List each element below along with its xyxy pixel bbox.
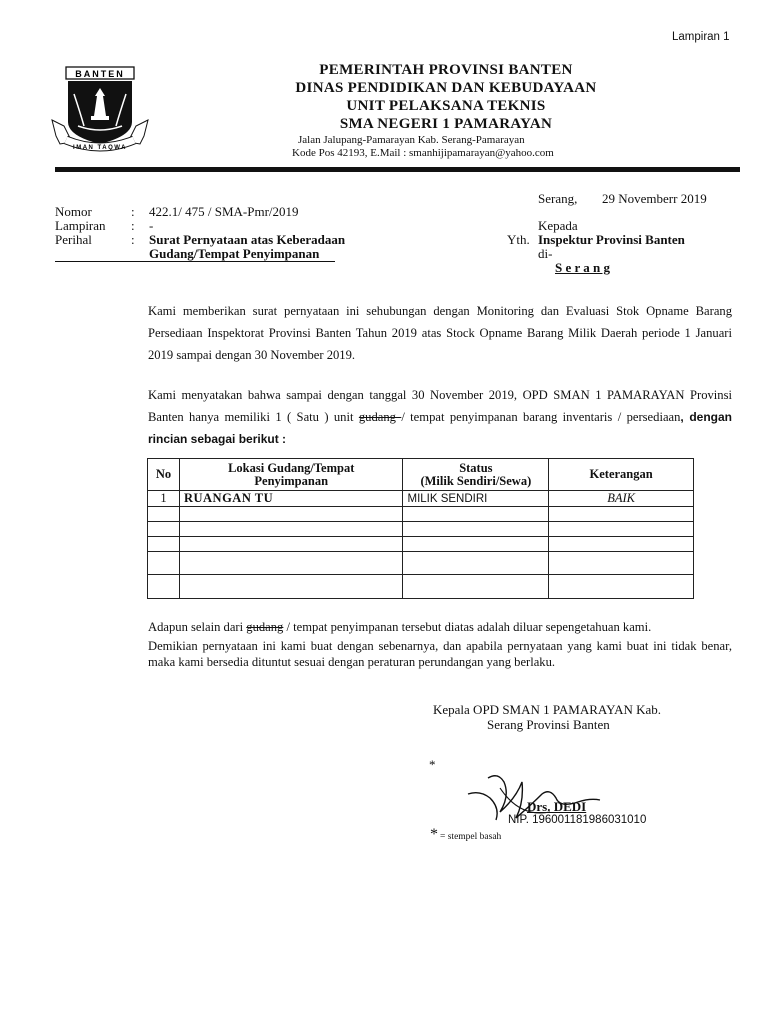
- perihal-line2: Gudang/Tempat Penyimpanan: [149, 246, 320, 261]
- table-row: [148, 491, 694, 507]
- perihal-underline: [55, 261, 335, 262]
- note-star: *: [430, 826, 438, 843]
- stamp-note: = stempel basah: [440, 832, 502, 842]
- cell-no: 1: [148, 491, 180, 507]
- header-keterangan: Keterangan: [549, 459, 694, 491]
- body-paragraph-1: Kami memberikan surat pernyataan ini sehubungan dengan Monitoring dan Evaluasi Stok Opname Barang Persediaan Inspektorat Provinsi Banten Tahun 2019 atas Stock Opname Barang Milik Daerah periode 1 Januari 2019 sampai dengan 30 November 2019.: [148, 304, 732, 362]
- logo-bottom-text: IMAN TAQWA: [73, 145, 127, 151]
- table-row: [148, 522, 694, 537]
- lampiran-value: -: [149, 218, 154, 233]
- signatory-nip: NIP. 196001181986031010: [508, 814, 647, 826]
- table-header-row: [148, 459, 694, 491]
- date: 29 Novemberr 2019: [602, 191, 707, 206]
- letterhead-rule: [55, 167, 740, 172]
- inventory-table: [147, 458, 694, 599]
- p3-strike: gudang: [246, 620, 284, 634]
- letterhead-line1: PEMERINTAH PROVINSI BANTEN: [319, 62, 573, 78]
- p2-strike: gudang: [358, 410, 402, 424]
- p2-bold: , dengan rincian sebagai berikut :: [148, 410, 732, 446]
- table-row: [148, 507, 694, 522]
- place: Serang,: [538, 191, 578, 206]
- nomor-value: 422.1/ 475 / SMA-Pmr/2019: [149, 204, 299, 219]
- letterhead-line4: SMA NEGERI 1 PAMARAYAN: [339, 116, 553, 132]
- lampiran-colon: :: [131, 218, 135, 233]
- recipient-di: di-: [538, 246, 553, 261]
- lampiran-label: Lampiran: [55, 218, 106, 233]
- perihal-colon: :: [131, 232, 135, 247]
- header-status: Status (Milik Sendiri/Sewa): [403, 459, 549, 491]
- signature-title-1: Kepala OPD SMAN 1 PAMARAYAN Kab.: [433, 702, 662, 717]
- cell-lokasi: RUANGAN TU: [179, 491, 403, 507]
- body-paragraph-3: [148, 618, 732, 636]
- recipient-name: Inspektur Provinsi Banten: [538, 232, 685, 247]
- table-row: [148, 552, 694, 575]
- signature-title-2: Serang Provinsi Banten: [487, 717, 610, 732]
- letterhead-line2: DINAS PENDIDIKAN DAN KEBUDAYAAN: [295, 80, 597, 96]
- header-lokasi: Lokasi Gudang/Tempat Penyimpanan: [179, 459, 403, 491]
- letterhead-address: Jalan Jalupang-Pamarayan Kab. Serang-Pamarayan: [298, 134, 525, 146]
- p2-text-a: Kami menyatakan bahwa sampai dengan tanggal 30 November 2019, OPD SMAN 1 PAMARAYAN Provinsi Banten hanya memiliki 1 ( Satu ) unit: [148, 388, 732, 424]
- perihal-line1: Surat Pernyataan atas Keberadaan: [149, 232, 346, 247]
- header-no: No: [148, 459, 180, 491]
- attachment-label: Lampiran 1: [672, 31, 730, 43]
- body-paragraph-4: Demikian pernyataan ini kami buat dengan sebenarnya, dan apabila pernyataan yang kami buat ini tidak benar, maka kami bersedia dituntut sesuai dengan peraturan perundangan yang berlaku.: [148, 639, 732, 669]
- p2-text-b: / tempat penyimpanan barang inventaris / persediaan: [401, 410, 681, 424]
- cell-status: MILIK SENDIRI: [403, 491, 549, 507]
- p3-text-b: / tempat penyimpanan tersebut diatas adalah diluar sepengetahuan kami.: [283, 620, 652, 634]
- recipient-city: S e r a n g: [555, 260, 611, 275]
- nomor-label: Nomor: [55, 204, 92, 219]
- signatory-name: Drs. DEDI: [527, 799, 587, 814]
- p3-text-a: Adapun selain dari: [148, 620, 247, 634]
- letterhead-contact: Kode Pos 42193, E.Mail : smanhijipamarayan@yahoo.com: [292, 147, 554, 159]
- recipient-yth: Yth.: [507, 232, 530, 247]
- body-paragraph-2: [148, 384, 732, 450]
- cell-keterangan: BAIK: [549, 491, 694, 507]
- signature-asterisk: *: [429, 757, 436, 772]
- perihal-label: Perihal: [55, 232, 92, 247]
- table-row: [148, 537, 694, 552]
- recipient-kepada: Kepada: [538, 218, 578, 233]
- letterhead-line3: UNIT PELAKSANA TEKNIS: [346, 98, 546, 114]
- logo-top-text: BANTEN: [75, 69, 125, 79]
- table-row: [148, 575, 694, 599]
- nomor-colon: :: [131, 204, 135, 219]
